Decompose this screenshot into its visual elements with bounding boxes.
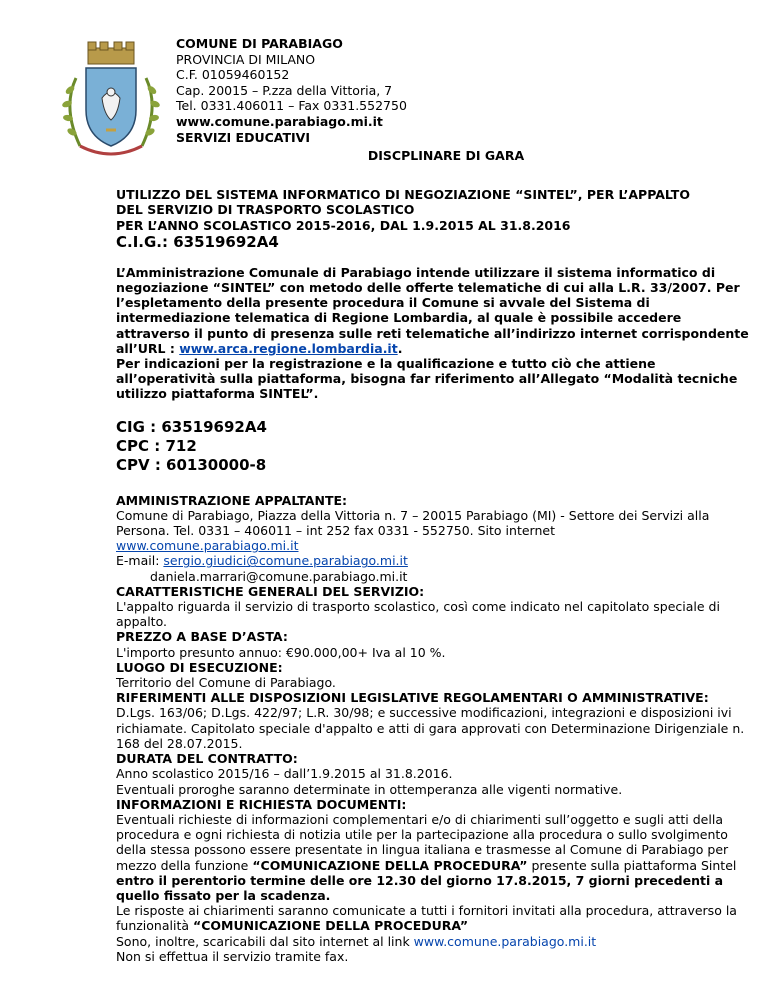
luogo-text: Territorio del Comune di Parabiago.	[116, 675, 336, 691]
subject-line-3: PER L’ANNO SCOLASTICO 2015-2016, DAL 1.9.2015 AL 31.8.2016	[116, 217, 571, 233]
municipality-header	[176, 36, 407, 145]
caratteristiche-text: L'appalto riguarda il servizio di trasporto scolastico, così come indicato nel capitolato speciale di appalto.	[116, 599, 720, 630]
email-marrari: daniela.marrari@comune.parabiago.mi.it	[150, 568, 408, 584]
durata-text-2: Eventuali proroghe saranno determinate in ottemperanza alle vigenti normative.	[116, 781, 623, 797]
section-heading-riferimenti: RIFERIMENTI ALLE DISPOSIZIONI LEGISLATIVE REGOLAMENTARI O AMMINISTRATIVE:	[116, 690, 709, 706]
subject-line-1: UTILIZZO DEL SISTEMA INFORMATICO DI NEGOZIAZIONE “SINTEL”, PER L’APPALTO	[116, 187, 690, 203]
department: SERVIZI EDUCATIVI	[176, 129, 311, 145]
comune-website-link[interactable]: www.comune.parabiago.mi.it	[116, 538, 299, 554]
info-bold-3: “COMUNICAZIONE DELLA PROCEDURA”	[193, 918, 469, 934]
phone-fax: Tel. 0331.406011 – Fax 0331.552750	[176, 98, 407, 114]
coat-of-arms-logo	[58, 38, 164, 162]
section-heading-prezzo: PREZZO A BASE D’ASTA:	[116, 629, 288, 645]
fiscal-code: C.F. 01059460152	[176, 67, 290, 83]
durata-text-1: Anno scolastico 2015/16 – dall’1.9.2015 al 31.8.2016.	[116, 766, 453, 782]
cig-code: CIG : 63519692A4	[116, 417, 267, 436]
intro-paragraph	[116, 265, 756, 356]
provincia: PROVINCIA DI MILANO	[176, 51, 316, 67]
section-heading-luogo: LUOGO DI ESECUZIONE:	[116, 659, 283, 675]
fax-note: Non si effettua il servizio tramite fax.	[116, 948, 349, 964]
info-text-1: Eventuali richieste di informazioni complementari e/o di chiarimenti sull’oggetto e sugli atti della procedura e ogni richiesta di notizia utile per la partecipazione alla procedura o sullo svolgimento della stessa possono essere presentate in lingua italiana e trasmesse al Comune di Parabiago per mezzo della funzione	[116, 811, 729, 873]
codes-block	[116, 418, 756, 475]
section-heading-informazioni: INFORMAZIONI E RICHIESTA DOCUMENTI:	[116, 796, 407, 812]
email-link-giudici[interactable]: sergio.giudici@comune.parabiago.mi.it	[163, 553, 408, 569]
subject-cig: C.I.G.: 63519692A4	[116, 232, 279, 251]
section-heading-amministrazione: AMMINISTRAZIONE APPALTANTE:	[116, 492, 348, 508]
section-heading-caratteristiche: CARATTERISTICHE GENERALI DEL SERVIZIO:	[116, 583, 425, 599]
address: Cap. 20015 – P.zza della Vittoria, 7	[176, 82, 393, 98]
download-link[interactable]: www.comune.parabiago.mi.it	[413, 933, 597, 949]
info-bold-1: “COMUNICAZIONE DELLA PROCEDURA”	[252, 857, 528, 873]
website: www.comune.parabiago.mi.it	[176, 113, 383, 129]
section-heading-durata: DURATA DEL CONTRATTO:	[116, 751, 298, 767]
informazioni-paragraph	[116, 812, 756, 903]
riferimenti-text: D.Lgs. 163/06; D.Lgs. 422/97; L.R. 30/98; e successive modificazioni, integrazioni e disposizioni ivi richiamate. Capitolato speciale d'appalto e atti di gara approvati con Determinazione Dirigenziale n. 168 del 28.07.2015.	[116, 705, 745, 751]
info-text-2: presente sulla piattaforma Sintel	[527, 857, 737, 873]
info-text-4: Sono, inoltre, scaricabili dal sito internet al link	[116, 933, 414, 949]
email-label: E-mail:	[116, 553, 164, 569]
comune-name: COMUNE DI PARABIAGO	[176, 36, 343, 51]
arca-link[interactable]: www.arca.regione.lombardia.it	[179, 340, 398, 356]
info-text-3: Le risposte ai chiarimenti saranno comunicate a tutti i fornitori invitati alla procedura, attraverso la funzionalità	[116, 903, 737, 934]
document-body	[116, 148, 756, 964]
risposte-paragraph	[116, 903, 756, 933]
scaricabili-paragraph	[116, 934, 756, 949]
intro-text-1: L’Amministrazione Comunale di Parabiago intende utilizzare il sistema informatico di negoziazione “SINTEL” con metodo delle offerte telematiche di cui alla L.R. 33/2007. Per l’espletamento della presente procedura il Comune si avvale del Sistema di intermediazione telematica di Regione Lombardia, al quale è possibile accedere attraverso il punto di presenza sulle reti telematiche all’indirizzo internet corrispondente all’URL :	[116, 264, 749, 356]
cpv-code: CPV : 60130000-8	[116, 455, 267, 474]
intro-paragraph-2: Per indicazioni per la registrazione e la qualificazione e tutto ciò che attiene all’operatività sulla piattaforma, bisogna far riferimento all’Allegato “Modalità tecniche utilizzo piattaforma SINTEL”.	[116, 356, 738, 402]
subject-block	[116, 187, 756, 233]
prezzo-text: L'importo presunto annuo: €90.000,00+ Iva al 10 %.	[116, 644, 446, 660]
amministrazione-text: Comune di Parabiago, Piazza della Vittoria n. 7 – 20015 Parabiago (MI) - Settore dei Servizi alla Persona. Tel. 0331 – 406011 – int 252 fax 0331 - 552750. Sito internet	[116, 507, 710, 539]
document-title: DISCPLINARE DI GARA	[367, 148, 525, 163]
intro-text-2: .	[397, 340, 403, 356]
cpc-code: CPC : 712	[116, 436, 197, 455]
info-bold-2: entro il perentorio termine delle ore 12.30 del giorno 17.8.2015, 7 giorni precedenti a quello fissato per la scadenza.	[116, 872, 724, 903]
subject-line-2: DEL SERVIZIO DI TRASPORTO SCOLASTICO	[116, 202, 415, 218]
